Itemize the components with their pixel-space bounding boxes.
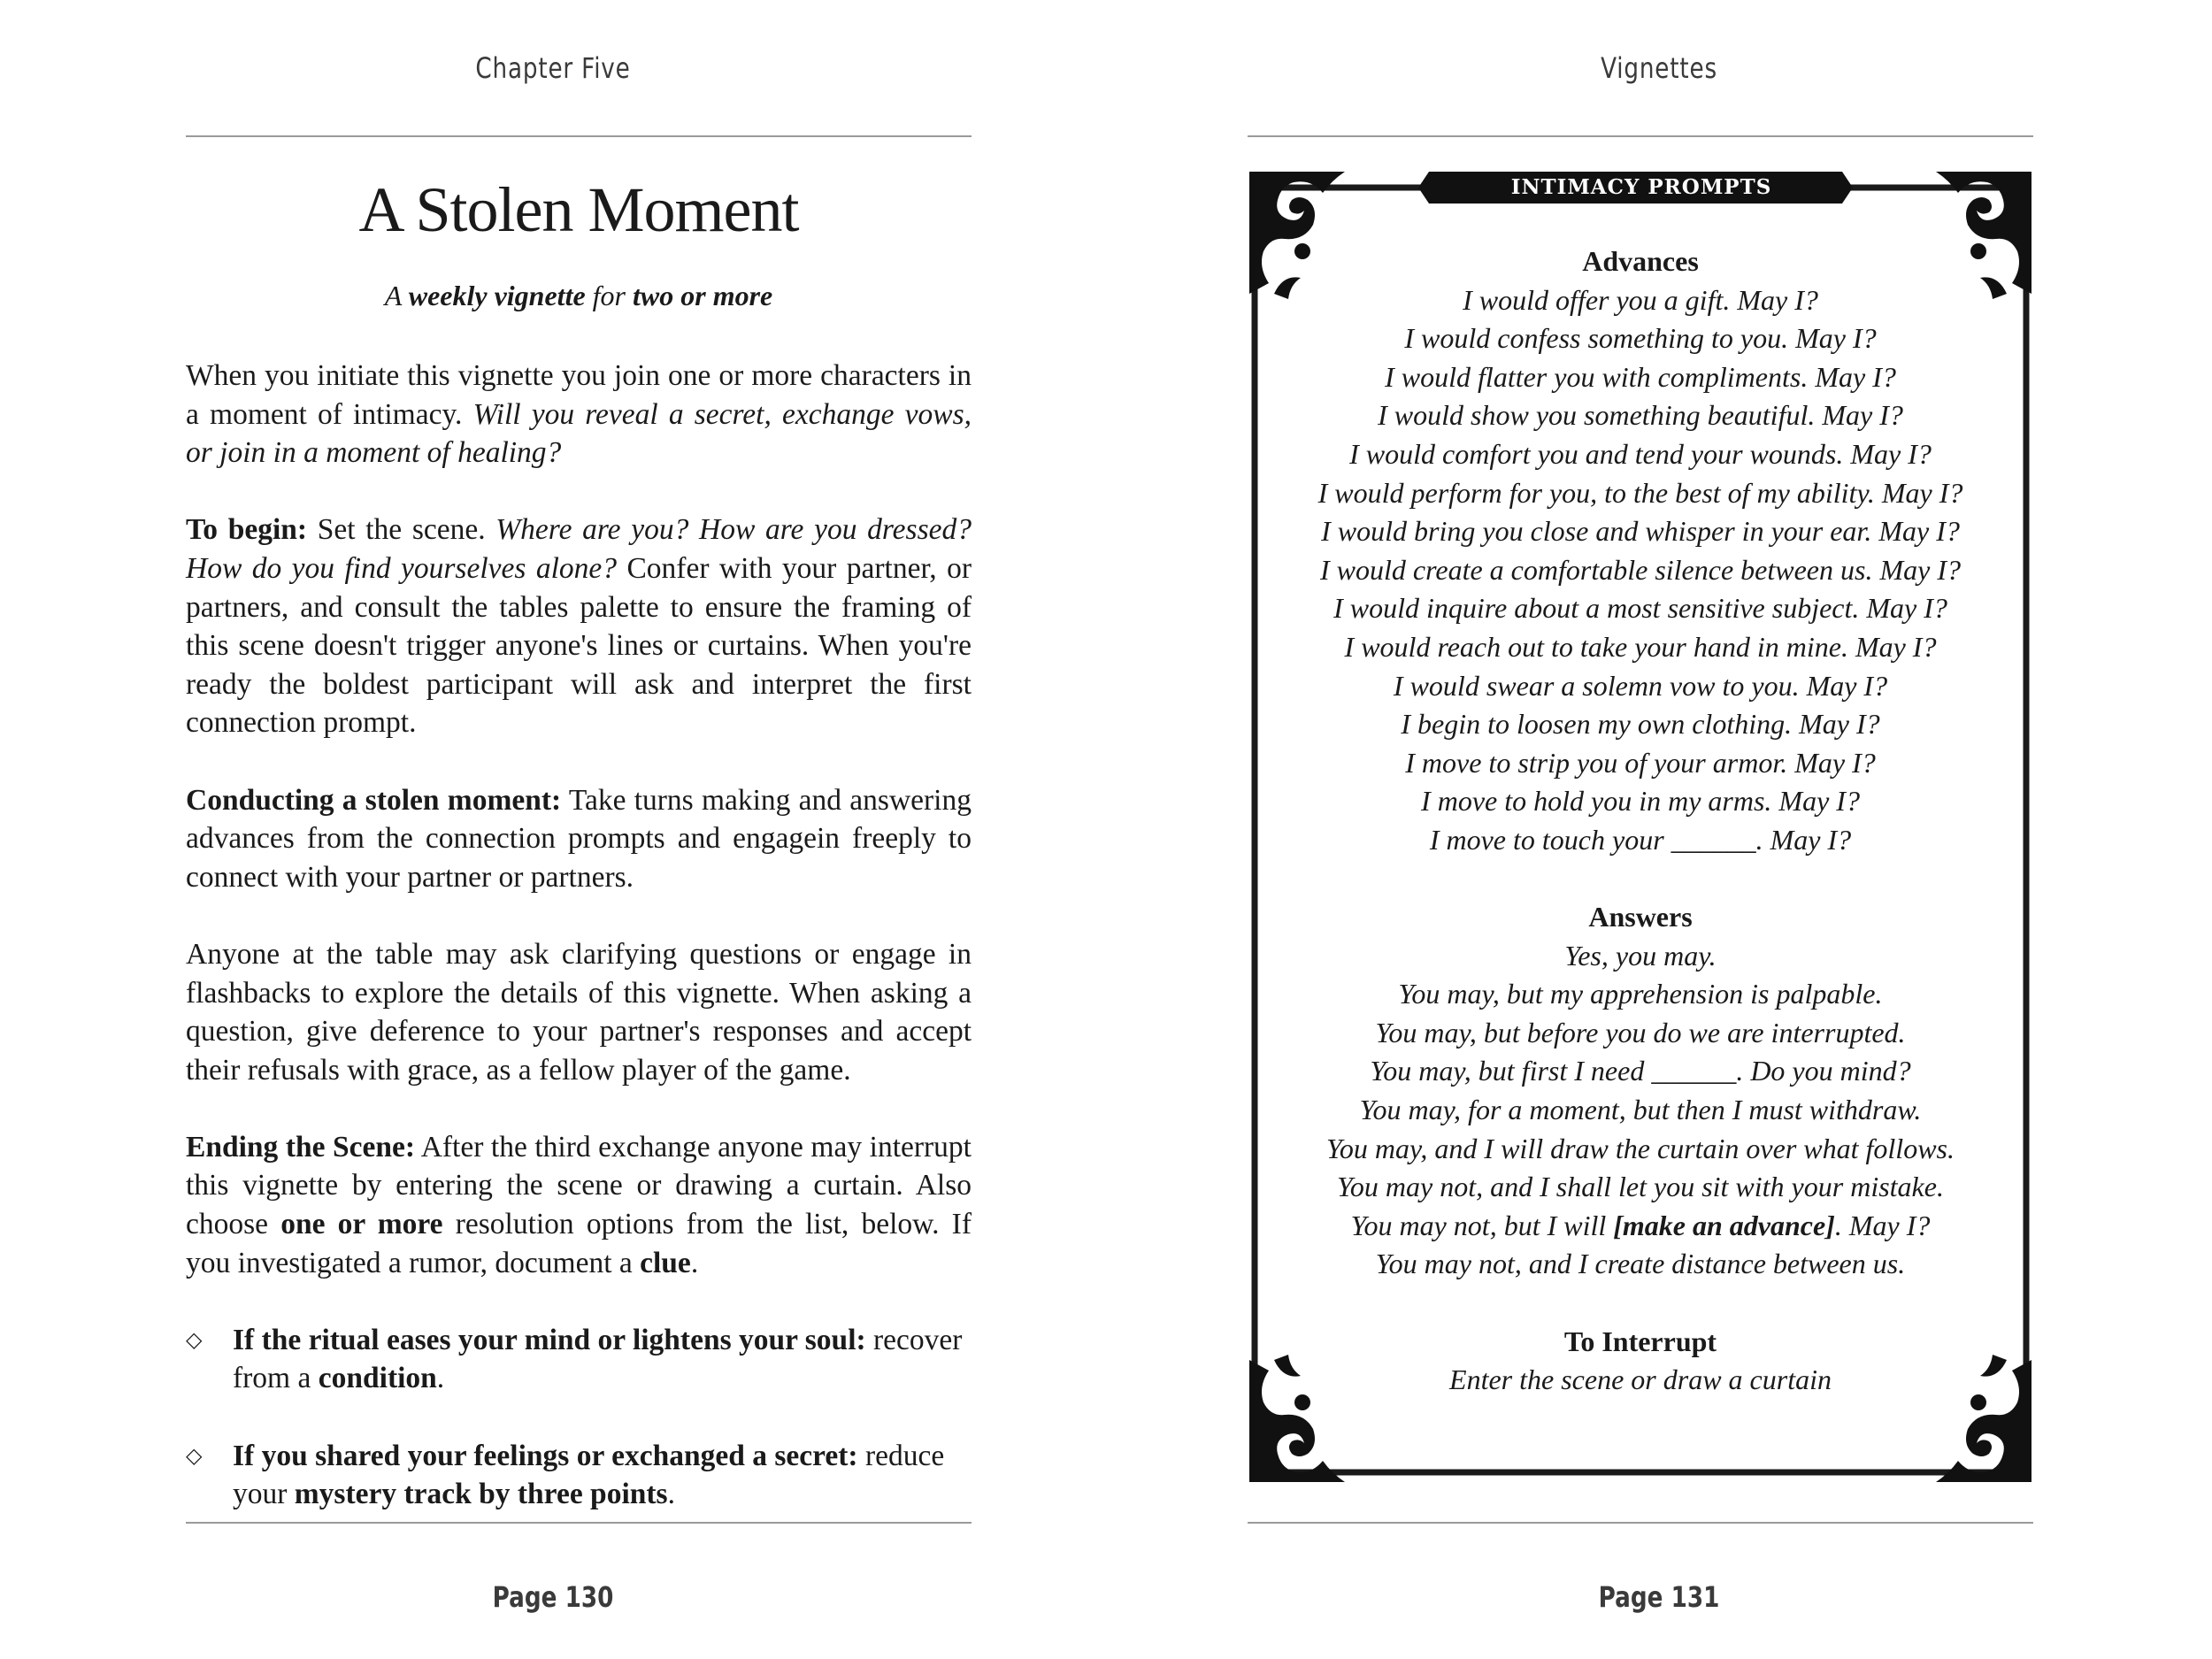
list-item [1248, 1207, 2033, 1246]
list-item: I would create a comfortable silence between us. May I? [1320, 553, 1961, 586]
chapter-header: Chapter Five [475, 51, 631, 85]
section-header: Vignettes [1601, 51, 1717, 85]
header-rule [1248, 135, 2033, 137]
ending-text2: resolution options from the list, below. If you investigated a rumor, document a [186, 1208, 972, 1279]
bullet-text2: . [436, 1362, 445, 1395]
list-item: I would offer you a gift. May I? [1463, 283, 1818, 316]
box-banner-title: INTIMACY PROMPTS [1510, 175, 1772, 199]
list-item: I would flatter you with compliments. May I? [1385, 360, 1896, 393]
list-item: You may, but my apprehension is palpable. [1398, 978, 1883, 1010]
diamond-bullet-icon: ◇ [186, 1442, 203, 1468]
to-begin-paragraph [186, 511, 972, 742]
bullet-bold: If the ritual eases your mind or lightens your soul: [233, 1323, 866, 1356]
spacer [1248, 1284, 2033, 1323]
answer-bold: [make an advance] [1613, 1209, 1835, 1241]
list-item: I would swear a solemn vow to you. May I? [1393, 669, 1888, 702]
body-text [186, 357, 972, 1552]
list-item: I would bring you close and whisper in your ear. May I? [1321, 515, 1960, 548]
page-number: Page 131 [1598, 1580, 1720, 1614]
spacer [1248, 860, 2033, 899]
right-page [1106, 0, 2212, 1659]
page-title: A Stolen Moment [358, 174, 799, 245]
list-item: I would perform for you, to the best of my ability. May I? [1317, 476, 1963, 509]
to-begin-text1: Set the scene. [307, 513, 496, 547]
intro-paragraph [186, 357, 972, 472]
list-item: I move to strip you of your armor. May I? [1405, 746, 1876, 779]
list-item: I begin to loosen my own clothing. May I? [1401, 708, 1880, 741]
to-begin-text2: Confer with your partner, or partners, and consult the tables palette to ensure the framing of this scene doesn't trigger anyone's lines or curtains. When you're ready the boldest participant will ask and interpret the first connection prompt. [186, 551, 972, 740]
page-subtitle [186, 280, 972, 312]
list-item: I would inquire about a most sensitive subject. May I? [1333, 592, 1947, 625]
answer-post: . May I? [1834, 1209, 1931, 1241]
bullet-text2: . [667, 1478, 675, 1511]
list-item [186, 1437, 972, 1514]
conducting-text: Take turns making and answering advances from the connection prompts and engagein freeply to connect with your partner or partners. [186, 783, 972, 894]
bullet-bold: If you shared your feelings or exchanged a secret: [233, 1439, 858, 1472]
list-item: I would reach out to take your hand in mine. May I? [1344, 630, 1937, 663]
ending-text3: . [690, 1246, 699, 1279]
list-item: I move to touch your ______. May I? [1429, 823, 1852, 856]
ending-text1: After the third exchange anyone may interrupt this vignette by entering the scene or drawing a curtain. Also choose [186, 1130, 972, 1241]
conducting-paragraph [186, 781, 972, 897]
ending-paragraph [186, 1128, 972, 1282]
intimacy-prompts-box [1248, 170, 2033, 1484]
conducting-label: Conducting a stolen moment: [186, 783, 562, 817]
list-item: You may not, and I create distance between us. [1375, 1248, 1906, 1280]
list-item: I would show you something beautiful. May I? [1378, 399, 1903, 432]
footer-rule [186, 1522, 972, 1524]
resolution-list [186, 1321, 972, 1514]
anyone-paragraph: Anyone at the table may ask clarifying questions or engage in flashbacks to explore the details of this vignette. When asking a question, give deference to your partner's responses and accept their refusals with grace, as a fellow player of the game. [186, 937, 972, 1087]
ending-bold2: clue [640, 1246, 691, 1279]
answer-pre: You may not, but I will [1350, 1209, 1614, 1241]
to-begin-label: To begin: [186, 513, 308, 547]
ending-bold1: one or more [280, 1208, 443, 1241]
ending-label: Ending the Scene: [186, 1130, 416, 1164]
subtitle-two: two or more [633, 280, 773, 311]
subtitle-weekly: weekly vignette [408, 280, 586, 311]
subtitle-a: A [384, 280, 409, 311]
interrupt-text: Enter the scene or draw a curtain [1449, 1363, 1832, 1396]
prompts-content [1248, 242, 2033, 1400]
list-item [186, 1321, 972, 1398]
list-item: I move to hold you in my arms. May I? [1421, 785, 1860, 818]
list-item: You may, but first I need ______. Do you mind? [1370, 1055, 1911, 1087]
advances-heading: Advances [1582, 245, 1699, 277]
bullet-bold2: condition [318, 1362, 437, 1395]
interrupt-heading: To Interrupt [1563, 1325, 1717, 1357]
list-item: Yes, you may. [1564, 939, 1717, 972]
intro-text: When you initiate this vignette you join one or more characters in a moment of intimacy. [186, 359, 972, 431]
subtitle-for: for [585, 280, 633, 311]
bullet-bold2: mystery track by three points [294, 1478, 668, 1511]
list-item: I would comfort you and tend your wounds. May I? [1349, 437, 1932, 470]
list-item: You may, but before you do we are interrupted. [1375, 1016, 1906, 1048]
intro-italic: Will you reveal a secret, exchange vows, or join in a moment of healing? [186, 397, 972, 470]
bullet-text: recover from a [233, 1323, 963, 1395]
to-begin-italic: Where are you? How are you dressed? How do you find yourselves alone? [186, 513, 972, 585]
list-item: You may, for a moment, but then I must withdraw. [1359, 1094, 1922, 1126]
answers-heading: Answers [1588, 901, 1693, 933]
diamond-bullet-icon: ◇ [186, 1326, 203, 1352]
list-item: You may, and I will draw the curtain over what follows. [1326, 1132, 1955, 1164]
bullet-text: reduce your [233, 1439, 945, 1511]
list-item: You may not, and I shall let you sit with your mistake. [1337, 1171, 1944, 1203]
footer-rule [1248, 1522, 2033, 1524]
list-item: I would confess something to you. May I? [1404, 322, 1877, 355]
header-rule [186, 135, 972, 137]
page-number: Page 130 [492, 1580, 614, 1614]
